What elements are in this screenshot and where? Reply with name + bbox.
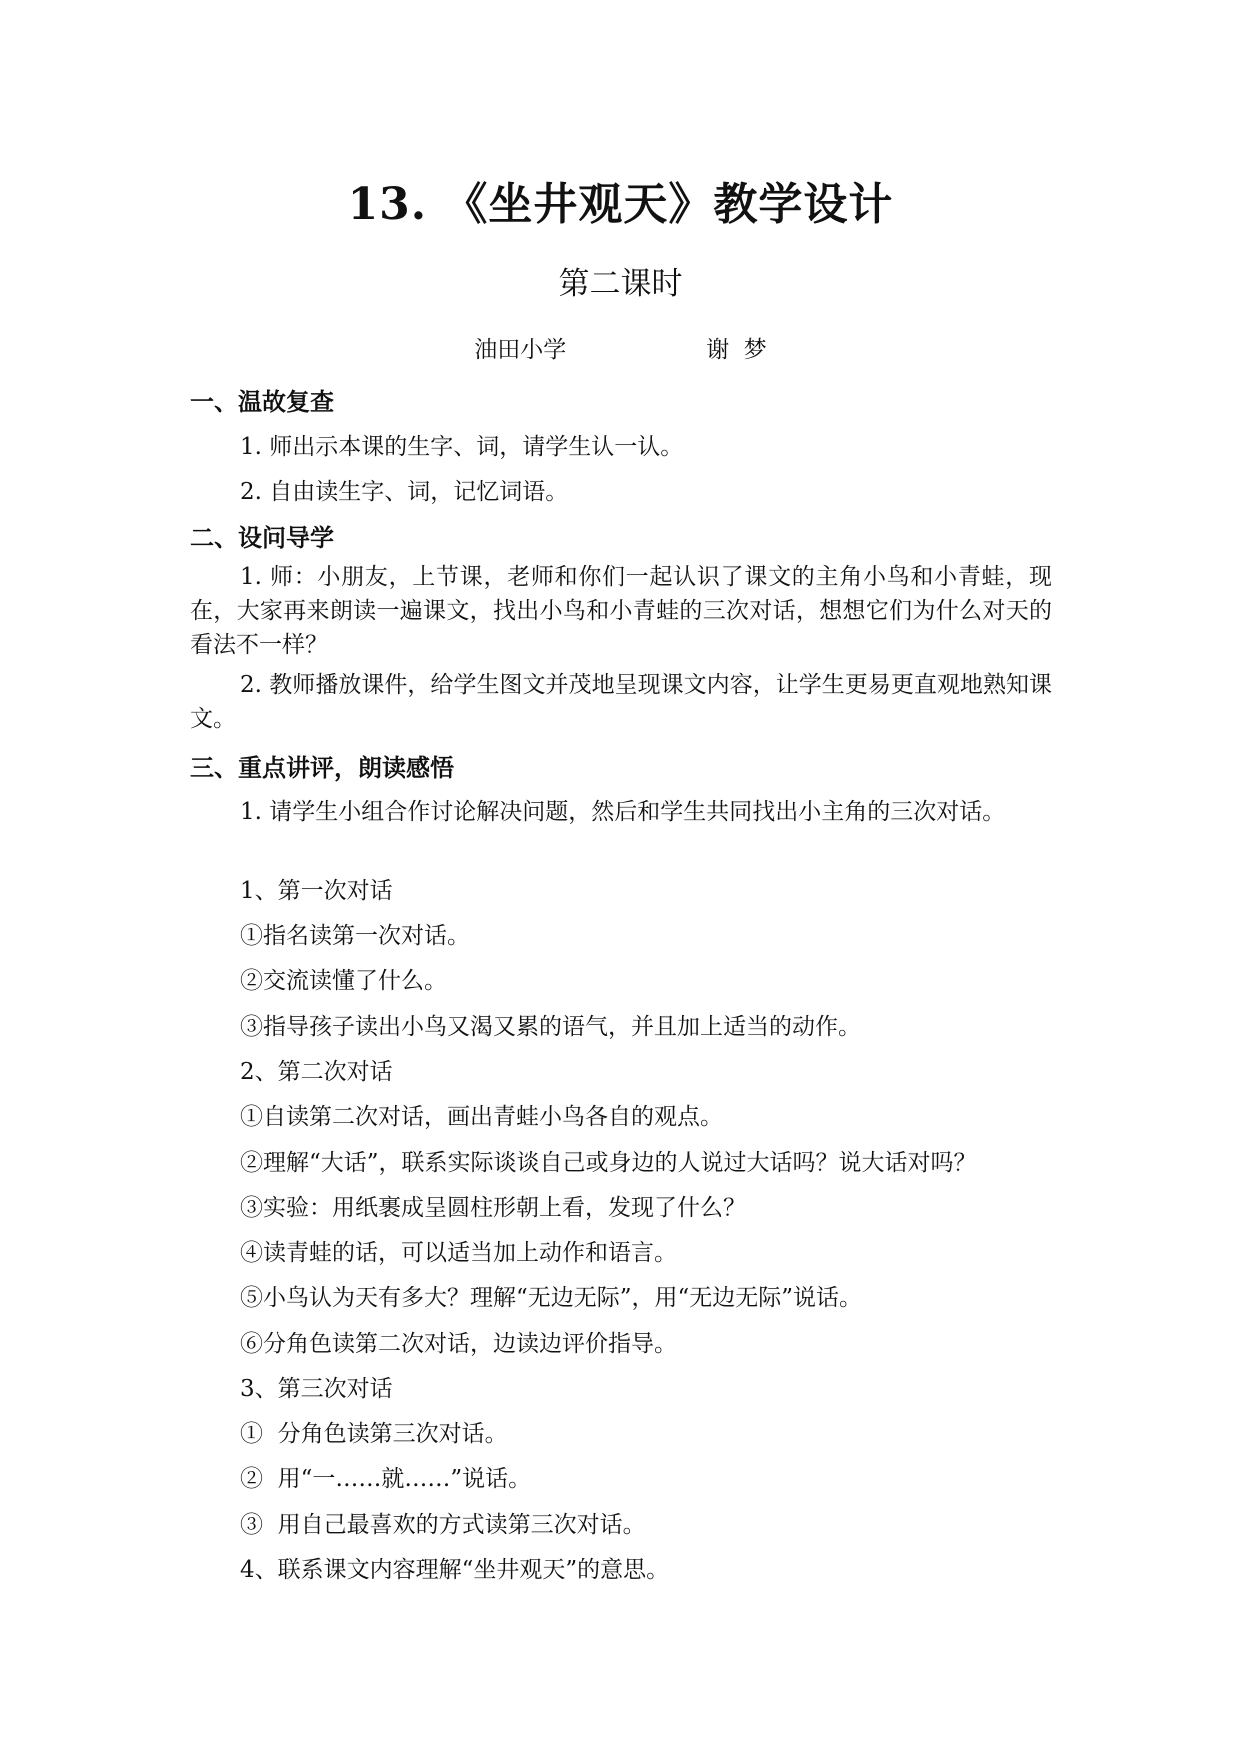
section3-intro: 1. 请学生小组合作讨论解决问题，然后和学生共同找出小主角的三次对话。 bbox=[240, 799, 1006, 825]
section1-item-1: 1. 师出示本课的生字、词，请学生认一认。 bbox=[240, 434, 684, 460]
section2-item-1: 1. 师：小朋友，上节课，老师和你们一起认识了课文的主角小鸟和小青蛙，现在，大家再来朗读一遍课文，找出小鸟和小青蛙的三次对话，想想它们为什么对天的看法不一样？ bbox=[190, 564, 1052, 658]
meaning-step: 4、联系课文内容理解“坐井观天”的意思。 bbox=[240, 1557, 670, 1583]
section1-item-2: 2. 自由读生字、词，记忆词语。 bbox=[240, 479, 569, 505]
dialogue-2-step-1: ①自读第二次对话，画出青蛙小鸟各自的观点。 bbox=[240, 1104, 723, 1130]
dialogue-2-step-4: ④读青蛙的话，可以适当加上动作和语言。 bbox=[240, 1240, 677, 1266]
dialogue-2-heading: 2、第二次对话 bbox=[240, 1059, 393, 1085]
dialogue-2-step-3: ③实验：用纸裹成呈圆柱形朝上看，发现了什么？ bbox=[240, 1195, 746, 1221]
dialogue-3-heading: 3、第三次对话 bbox=[240, 1376, 393, 1402]
document-subtitle: 第二课时 bbox=[558, 266, 683, 302]
dialogue-1-heading: 1、第一次对话 bbox=[240, 878, 393, 904]
dialogue-1-step-2: ②交流读懂了什么。 bbox=[240, 968, 447, 994]
author-line bbox=[0, 331, 1241, 364]
section-heading-3: 三、重点讲评，朗读感悟 bbox=[190, 753, 454, 782]
section2-item-2: 2. 教师播放课件，给学生图文并茂地呈现课文内容，让学生更易更直观地熟知课文。 bbox=[190, 672, 1052, 732]
teacher-name: 谢 梦 bbox=[706, 337, 767, 363]
dialogue-3-step-1: ① 分角色读第三次对话。 bbox=[240, 1421, 508, 1447]
dialogue-1-step-3: ③指导孩子读出小鸟又渴又累的语气，并且加上适当的动作。 bbox=[240, 1014, 861, 1040]
school-name: 油田小学 bbox=[474, 337, 567, 363]
dialogue-3-step-3: ③ 用自己最喜欢的方式读第三次对话。 bbox=[240, 1512, 646, 1538]
document-title: 13. 《坐井观天》教学设计 bbox=[347, 179, 894, 230]
dialogue-1-step-1: ①指名读第一次对话。 bbox=[240, 923, 470, 949]
dialogue-3-step-2: ② 用“一……就……”说话。 bbox=[240, 1466, 532, 1492]
dialogue-2-step-6: ⑥分角色读第二次对话，边读边评价指导。 bbox=[240, 1331, 677, 1357]
section-heading-2: 二、设问导学 bbox=[190, 523, 334, 552]
dialogue-2-step-5: ⑤小鸟认为天有多大？理解“无边无际”，用“无边无际”说话。 bbox=[240, 1285, 863, 1311]
dialogue-2-step-2: ②理解“大话”，联系实际谈谈自己或身边的人说过大话吗？说大话对吗？ bbox=[240, 1150, 977, 1176]
section-heading-1: 一、温故复查 bbox=[190, 387, 334, 416]
